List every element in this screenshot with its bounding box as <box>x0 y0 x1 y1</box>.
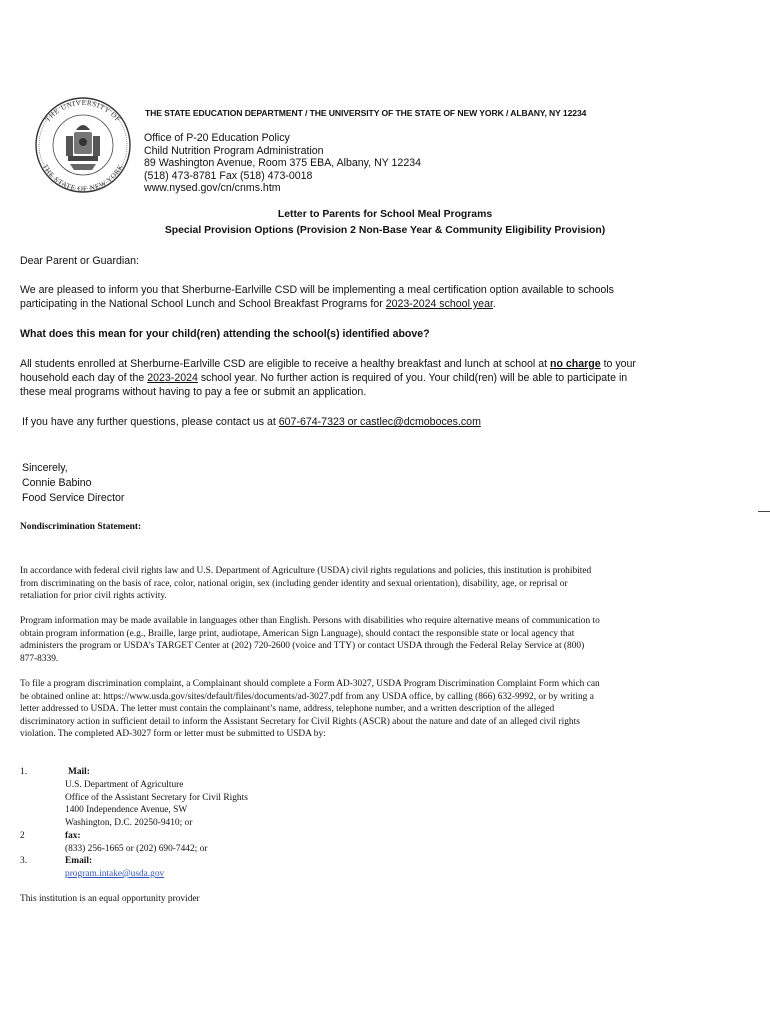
line: 877-8339. <box>20 653 59 664</box>
list-number-1: 1. <box>20 767 28 777</box>
line: Program information may be made available in languages other than English. Persons with disabilities who require alternative means of communication to <box>20 616 600 626</box>
svg-text:THE STATE OF NEW YORK: THE STATE OF NEW YORK <box>40 162 126 194</box>
text: If you have any further questions, please contact us at <box>22 416 279 428</box>
office-line: 89 Washington Avenue, Room 375 EBA, Albany, NY 12234 <box>144 157 421 170</box>
school-year-underlined: 2023-2024 school year <box>385 298 493 310</box>
office-line: (518) 473-8781 Fax (518) 473-0018 <box>144 169 313 182</box>
address-line: Washington, D.C. 20250-9410; or <box>65 817 193 828</box>
line: be obtained online at: https://www.usda.gov/sites/default/files/documents/ad-3027.pdf from any USDA office, by calling (866) 632-9992, or by writing a <box>20 691 594 702</box>
office-address-block <box>144 132 421 195</box>
nys-university-seal <box>24 96 142 194</box>
signer-name: Connie Babino <box>22 477 92 489</box>
list-number-3: 3. <box>20 856 28 866</box>
contact-line <box>22 415 481 429</box>
no-charge-emphasis: no charge <box>549 358 601 370</box>
line: In accordance with federal civil rights law and U.S. Department of Agriculture (USDA) civil rights regulations and policies, this institution is prohibited <box>20 566 592 576</box>
equal-opportunity-statement: This institution is an equal opportunity provider <box>20 894 200 904</box>
paragraph-1-line-2 <box>20 297 496 311</box>
text: school year. No further action is required of you. Your child(ren) will be able to participate in <box>197 372 628 384</box>
line: from discriminating on the basis of race, color, national origin, sex (including gender identity and sexual orientation), disability, age, or reprisal or <box>20 578 568 589</box>
address-line: U.S. Department of Agriculture <box>65 780 184 790</box>
text: participating in the National School Lunch and School Breakfast Programs for <box>20 298 386 310</box>
line: administers the program or USDA’s TARGET Center at (202) 720-2600 (voice and TTY) or contact USDA through the Federal Relay Service at (800) <box>20 641 585 652</box>
paragraph-2-line-1 <box>20 357 636 371</box>
text: . <box>492 298 496 310</box>
signer-title: Food Service Director <box>22 492 125 504</box>
salutation: Dear Parent or Guardian: <box>20 255 139 267</box>
margin-mark <box>758 511 770 512</box>
list-number-2: 2 <box>20 831 25 841</box>
line: discriminatory action in sufficient detail to inform the Assistant Secretary for Civil Rights (ASCR) about the nature and date of an alleged civil rights <box>20 716 580 727</box>
email-label: Email: <box>65 856 93 866</box>
office-line: Child Nutrition Program Administration <box>144 144 324 157</box>
email-link[interactable]: program.intake@usda.gov <box>65 869 165 879</box>
department-header-line: THE STATE EDUCATION DEPARTMENT / THE UNIVERSITY OF THE STATE OF NEW YORK / ALBANY, NY 12234 <box>145 108 587 118</box>
paragraph-2-line-3: these meal programs without having to pay a fee or submit an application. <box>20 386 367 398</box>
nondiscrimination-paragraph-2 <box>20 615 600 665</box>
office-website: www.nysed.gov/cn/cnms.htm <box>144 182 281 195</box>
svg-text:THE UNIVERSITY OF: THE UNIVERSITY OF <box>43 98 123 124</box>
question-heading: What does this mean for your child(ren) attending the school(s) identified above? <box>20 328 430 340</box>
contact-info-link[interactable]: 607-674-7323 or castlec@dcmoboces.com <box>278 416 481 428</box>
office-line: Office of P-20 Education Policy <box>144 132 290 144</box>
school-year-underlined: 2023-2024 <box>147 372 198 384</box>
line: obtain program information (e.g., Braille, large print, audiotape, American Sign Language), should contact the responsible state or local agency that <box>20 628 575 639</box>
address-line: Office of the Assistant Secretary for Civil Rights <box>65 792 248 803</box>
paragraph-1-line-1: We are pleased to inform you that Sherburne-Earlville CSD will be implementing a meal certification option available to schools <box>20 284 614 296</box>
line: retaliation for prior civil rights activity. <box>20 591 167 602</box>
fax-numbers: (833) 256-1665 or (202) 690-7442; or <box>65 844 208 854</box>
line: To file a program discrimination complaint, a Complainant should complete a Form AD-3027, USDA Program Discrimination Complaint Form which can <box>20 679 600 689</box>
nondiscrimination-paragraph-3 <box>20 678 600 741</box>
closing: Sincerely, <box>22 462 68 474</box>
mail-address <box>65 779 248 829</box>
letter-subtitle: Special Provision Options (Provision 2 Non-Base Year & Community Eligibility Provision) <box>164 225 606 236</box>
text: to your <box>600 358 636 370</box>
paragraph-2-line-2 <box>20 371 627 385</box>
nondiscrimination-heading: Nondiscrimination Statement: <box>20 522 142 532</box>
line: violation. The completed AD-3027 form or letter must be submitted to USDA by: <box>20 729 326 740</box>
line: letter addressed to USDA. The letter must contain the complainant’s name, address, telephone number, and a written description of the alleged <box>20 704 555 715</box>
nondiscrimination-paragraph-1 <box>20 565 591 603</box>
text: household each day of the <box>20 372 148 384</box>
mail-label: Mail: <box>68 767 90 777</box>
letter-title: Letter to Parents for School Meal Programs <box>277 209 493 220</box>
address-line: 1400 Independence Avenue, SW <box>65 805 188 816</box>
text: All students enrolled at Sherburne-Earlville CSD are eligible to receive a healthy breakfast and lunch at school at <box>20 358 550 370</box>
fax-label: fax: <box>65 831 81 841</box>
